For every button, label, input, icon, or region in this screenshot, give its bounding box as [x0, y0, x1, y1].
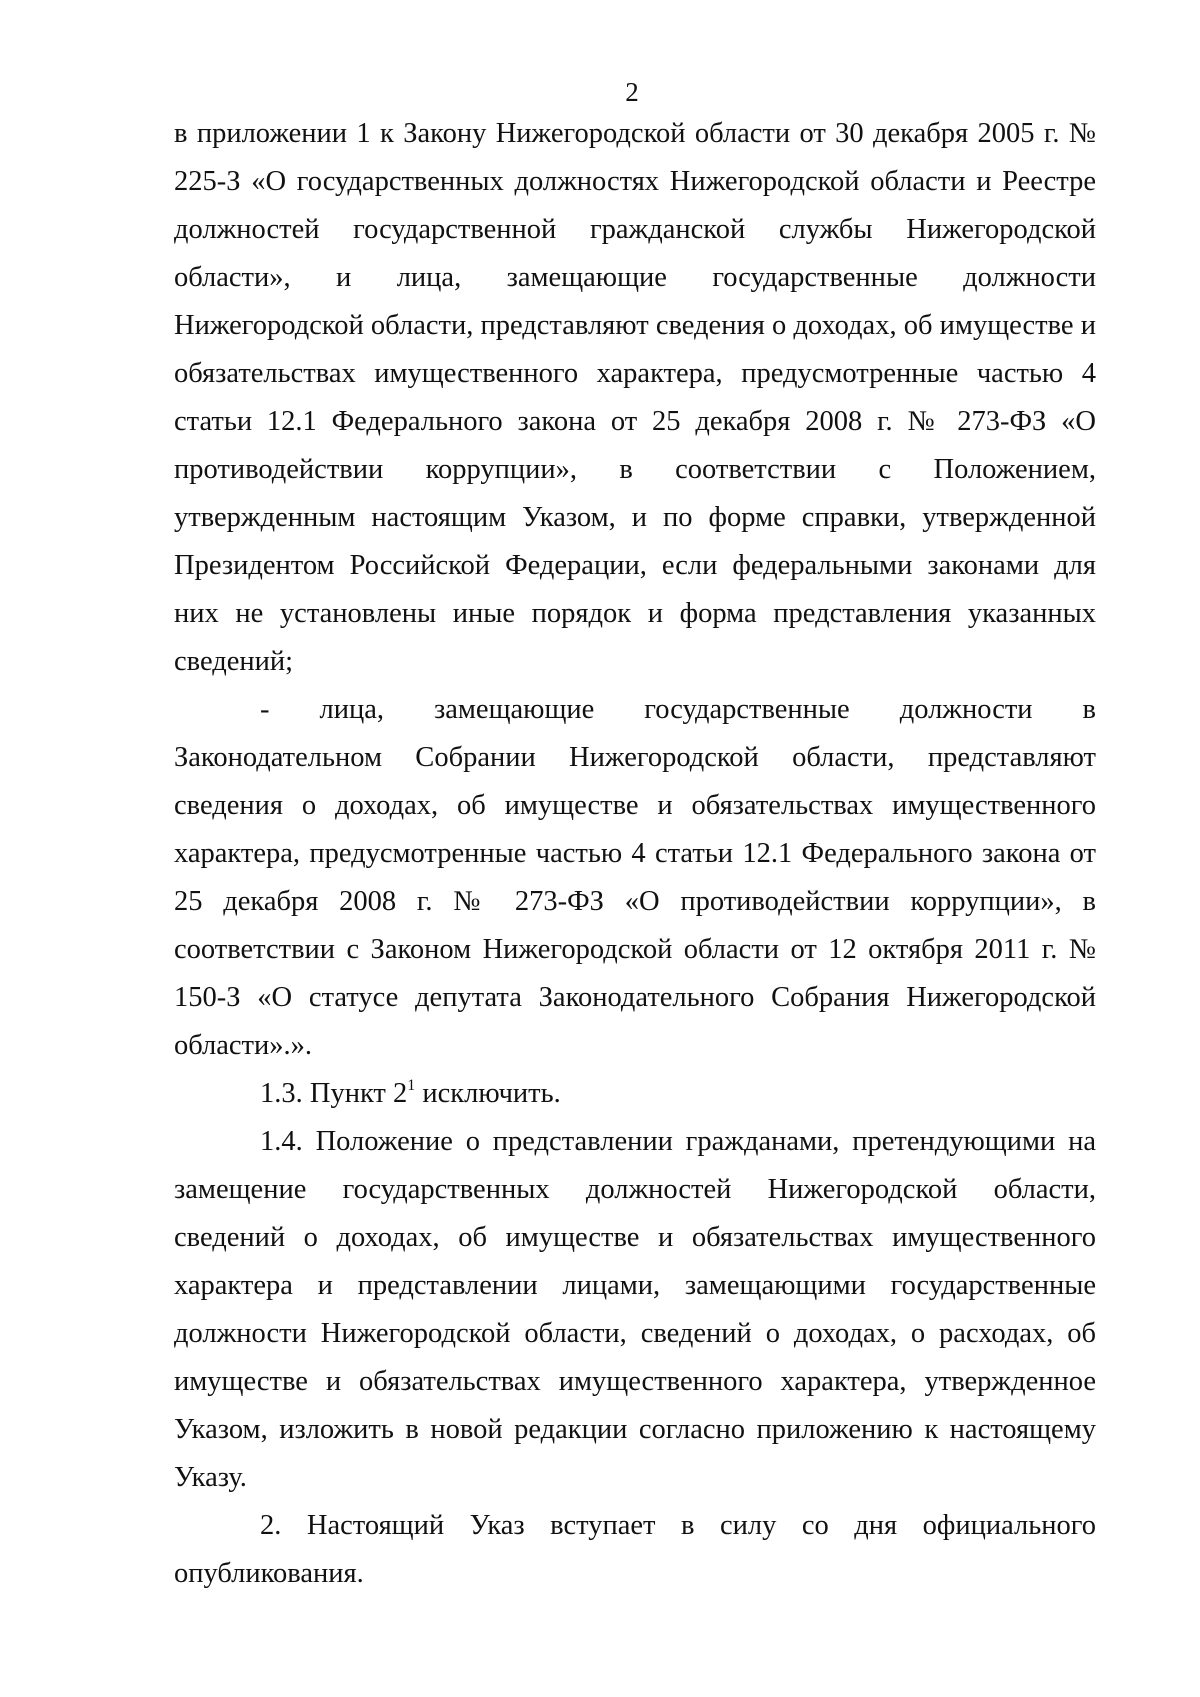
page-number: 2 [625, 77, 639, 107]
paragraph-item-2: 2. Настоящий Указ вступает в силу со дня официального опубликования. [174, 1510, 1096, 1589]
item-1-3-text: 1.3. Пункт 2 [260, 1078, 408, 1109]
paragraph-legislative-assembly: - лица, замещающие государственные должности в Законодательном Собрании Нижегородской области, представляют сведения о доходах, об имуществе и обязательствах имущественного характера, предусмотренные частью 4 статьи 12.1 Федерального закона от 25 декабря 2008 г. № 273-ФЗ «О противодействии коррупции», в соответствии с Законом Нижегородской области от 12 октября 2011 г. № 150-З «О статусе депутата Законодательного Собрания Нижегородской области».». [174, 694, 1096, 1061]
document-body [174, 110, 1096, 1598]
paragraph-continuation: в приложении 1 к Закону Нижегородской области от 30 декабря 2005 г. № 225-З «О государственных должностях Нижегородской области и Реестре должностей государственной гражданской службы Нижегородской области», и лица, замещающие государственные должности Нижегородской области, представляют сведения о доходах, об имуществе и обязательствах имущественного характера, предусмотренные частью 4 статьи 12.1 Федерального закона от 25 декабря 2008 г. № 273-ФЗ «О противодействии коррупции», в соответствии с Положением, утвержденным настоящим Указом, и по форме справки, утвержденной Президентом Российской Федерации, если федеральными законами для них не установлены иные порядок и форма представления указанных сведений; [174, 118, 1096, 677]
paragraph-item-1-3 [174, 1070, 1096, 1118]
item-1-3-superscript: 1 [407, 1077, 416, 1094]
item-1-3-text-end: исключить. [415, 1078, 561, 1109]
paragraph-item-1-4: 1.4. Положение о представлении гражданами, претендующими на замещение государственных должностей Нижегородской области, сведений о доходах, об имуществе и обязательствах имущественного характера и представлении лицами, замещающими государственные должности Нижегородской области, сведений о доходах, о расходах, об имуществе и обязательствах имущественного характера, утвержденное Указом, изложить в новой редакции согласно приложению к настоящему Указу. [174, 1126, 1096, 1493]
